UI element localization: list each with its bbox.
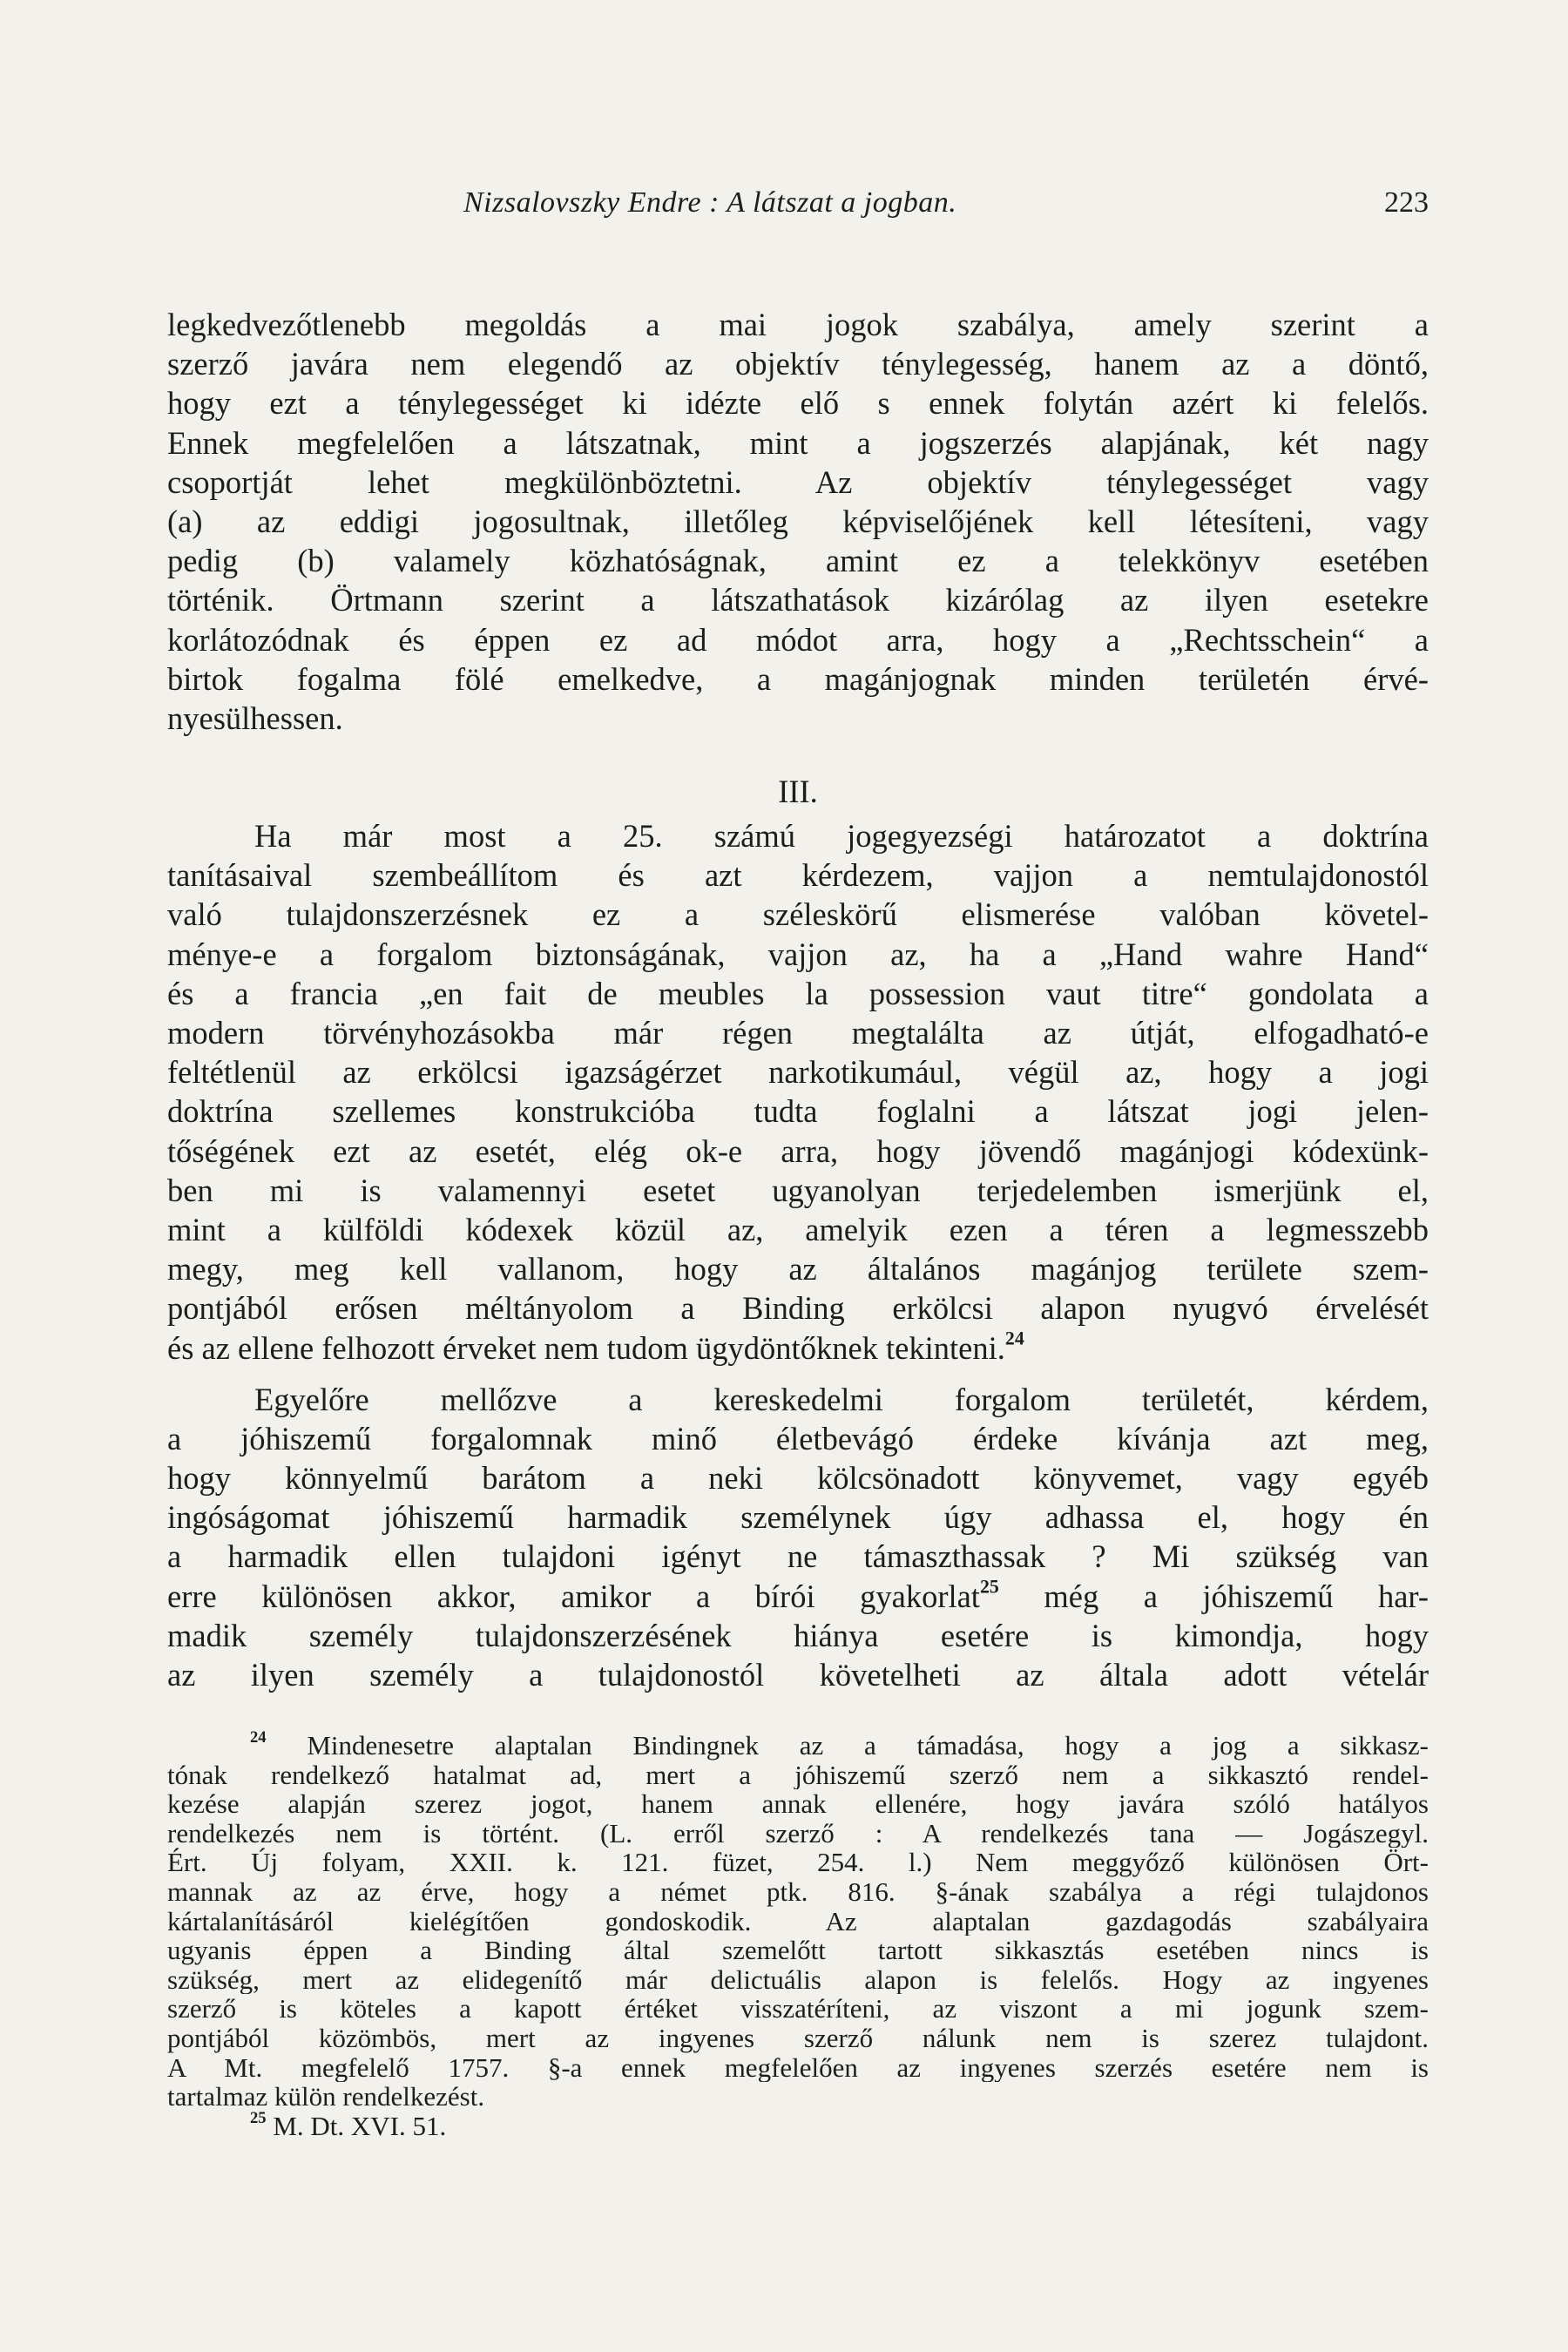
footnote-line: pontjából közömbös, mert az ingyenes szerző nálunk nem is szerez tulajdont. xyxy=(167,2023,1429,2053)
text-line: csoportját lehet megkülönböztetni. Az objektív ténylegességet vagy xyxy=(167,463,1429,500)
text-line-content: még a jóhiszemű har- xyxy=(998,1578,1429,1614)
running-head: Nizsalovszky Endre : A látszat a jogban. xyxy=(463,186,957,219)
text-line: és a francia „en fait de meubles la possession vaut titre“ gondolata a xyxy=(167,975,1429,1011)
footnotes xyxy=(167,1731,1429,2140)
footnote-ref-24[interactable]: 24 xyxy=(1004,1328,1024,1349)
text-line: történik. Örtmann szerint a látszathatások kizárólag az ilyen esetekre xyxy=(167,582,1429,618)
text-line: doktrína szellemes konstrukcióba tudta foglalni a látszat jogi jelen- xyxy=(167,1093,1429,1130)
text-line: szerző javára nem elegendő az objektív ténylegesség, hanem az a döntő, xyxy=(167,346,1429,382)
footnote-line: A Mt. megfelelő 1757. §-a ennek megfelelően az ingyenes szerzés esetére nem is xyxy=(167,2052,1429,2083)
text-line: ménye-e a forgalom biztonságának, vajjon az, ha a „Hand wahre Hand“ xyxy=(167,936,1429,972)
text-line: pontjából erősen méltányolom a Binding erkölcsi alapon nyugvó érvelését xyxy=(167,1290,1429,1327)
text-line: pedig (b) valamely közhatóságnak, amint ez a telekkönyv esetében xyxy=(167,543,1429,579)
text-line: nyesülhessen. xyxy=(167,700,343,736)
text-line: Ha már most a 25. számú jogegyezségi határozatot a doktrína xyxy=(254,818,1429,855)
page-header xyxy=(167,179,1429,232)
page-number: 223 xyxy=(1384,186,1429,219)
text-line-content: erre különösen akkor, amikor a bírói gyakorlat xyxy=(167,1578,980,1614)
footnote-line: Ért. Új folyam, XXII. k. 121. füzet, 254. l.) Nem meggyőző különösen Ört- xyxy=(167,1848,1429,1877)
text-line: feltétlenül az erkölcsi igazságérzet narkotikumául, végül az, hogy a jogi xyxy=(167,1054,1429,1091)
text-line: tanításaival szembeállítom és azt kérdezem, vajjon a nemtulajdonostól xyxy=(167,857,1429,894)
text-line xyxy=(167,1577,1429,1616)
text-line: legkedvezőtlenebb megoldás a mai jogok szabálya, amely szerint a xyxy=(167,307,1429,342)
paragraph-1 xyxy=(167,305,1429,738)
footnote-24 xyxy=(167,1731,1429,2112)
text-line: a jóhiszemű forgalomnak minő életbevágó érdeke kívánja azt meg, xyxy=(167,1420,1429,1456)
text-line: az ilyen személy a tulajdonostól követelheti az általa adott vételár xyxy=(167,1657,1429,1693)
footnote-25 xyxy=(167,2112,1429,2141)
paragraph-3 xyxy=(167,1380,1429,1695)
footnote-line: szerző is köteles a kapott értéket visszatéríteni, az viszont a mi jogunk szem- xyxy=(167,1994,1429,2024)
text-line: hogy ezt a ténylegességet ki idézte elő s ennek folytán azért ki felelős. xyxy=(167,385,1429,422)
text-line: mint a külföldi kódexek közül az, amelyik ezen a téren a legmesszebb xyxy=(167,1211,1429,1247)
text-line: modern törvényhozásokba már régen megtalálta az útját, elfogadható-e xyxy=(167,1015,1429,1051)
body-text xyxy=(167,305,1429,1694)
footnote-line: tónak rendelkező hatalmat ad, mert a jóhiszemű szerző nem a sikkasztó rendel- xyxy=(167,1760,1429,1790)
text-line: birtok fogalma fölé emelkedve, a magánjognak minden területén érvé- xyxy=(167,660,1429,697)
paragraph-gap xyxy=(167,1368,1429,1380)
text-line: hogy könnyelmű barátom a neki kölcsönadott könyvemet, vagy egyéb xyxy=(167,1460,1429,1497)
footnote-line: rendelkezés nem is történt. (L. erről szerző : A rendelkezés tana — Jogászegyl. xyxy=(167,1818,1429,1848)
text-line: Egyelőre mellőzve a kereskedelmi forgalom területét, kérdem, xyxy=(254,1381,1429,1417)
footnote-line xyxy=(167,2112,1429,2141)
footnote-line: szükség, mert az elidegenítő már delictuális alapon is felelős. Hogy az ingyenes xyxy=(167,1964,1429,1995)
footnote-line: ugyanis éppen a Binding által szemelőtt tartott sikkasztás esetében nincs is xyxy=(167,1936,1429,1965)
text-line: megy, meg kell vallanom, hogy az általános magánjog területe szem- xyxy=(167,1251,1429,1288)
footnote-line: kártalanításáról kielégítően gondoskodik. Az alaptalan gazdagodás szabályaira xyxy=(167,1906,1429,1936)
text-line: madik személy tulajdonszerzésének hiánya esetére is kimondja, hogy xyxy=(167,1617,1429,1653)
text-line: való tulajdonszerzésnek ez a széleskörű elismerése valóban követel- xyxy=(167,896,1429,933)
text-line: ingóságomat jóhiszemű harmadik személynek úgy adhassa el, hogy én xyxy=(167,1499,1429,1536)
footnote-line: tartalmaz külön rendelkezést. xyxy=(167,2082,485,2112)
footnote-number: 25 xyxy=(250,2111,267,2127)
text-line: (a) az eddigi jogosultnak, illetőleg képviselőjének kell létesíteni, vagy xyxy=(167,503,1429,539)
footnote-text: M. Dt. XVI. 51. xyxy=(273,2111,447,2141)
footnote-ref-25[interactable]: 25 xyxy=(979,1576,999,1598)
footnote-line: mannak az az érve, hogy a német ptk. 816. §-ának szabálya a régi tulajdonos xyxy=(167,1876,1429,1907)
text-line xyxy=(167,1328,1429,1368)
footnote-text: Mindenesetre alaptalan Bindingnek az a támadása, hogy a jog a sikkasz- xyxy=(307,1731,1429,1761)
footnote-line xyxy=(167,1731,1429,1761)
footnote-number: 24 xyxy=(250,1731,267,1747)
footnote-line: kezése alapján szerez jogot, hanem annak ellenére, hogy javára szóló hatályos xyxy=(167,1789,1429,1819)
text-line: Ennek megfelelően a látszatnak, mint a jogszerzés alapjának, két nagy xyxy=(167,424,1429,461)
section-heading: III. xyxy=(778,773,818,809)
text-line-content: és az ellene felhozott érveket nem tudom ügydöntőknek tekinteni. xyxy=(167,1329,1005,1366)
text-line: ben mi is valamennyi esetet ugyanolyan terjedelemben ismerjünk el, xyxy=(167,1172,1429,1208)
paragraph-2 xyxy=(167,816,1429,1368)
text-line: tőségének ezt az esetét, elég ok-e arra, hogy jövendő magánjogi kódexünk- xyxy=(167,1132,1429,1169)
text-line: korlátozódnak és éppen ez ad módot arra, hogy a „Rechtsschein“ a xyxy=(167,621,1429,658)
text-line: a harmadik ellen tulajdoni igényt ne támaszthassak ? Mi szükség van xyxy=(167,1538,1429,1575)
